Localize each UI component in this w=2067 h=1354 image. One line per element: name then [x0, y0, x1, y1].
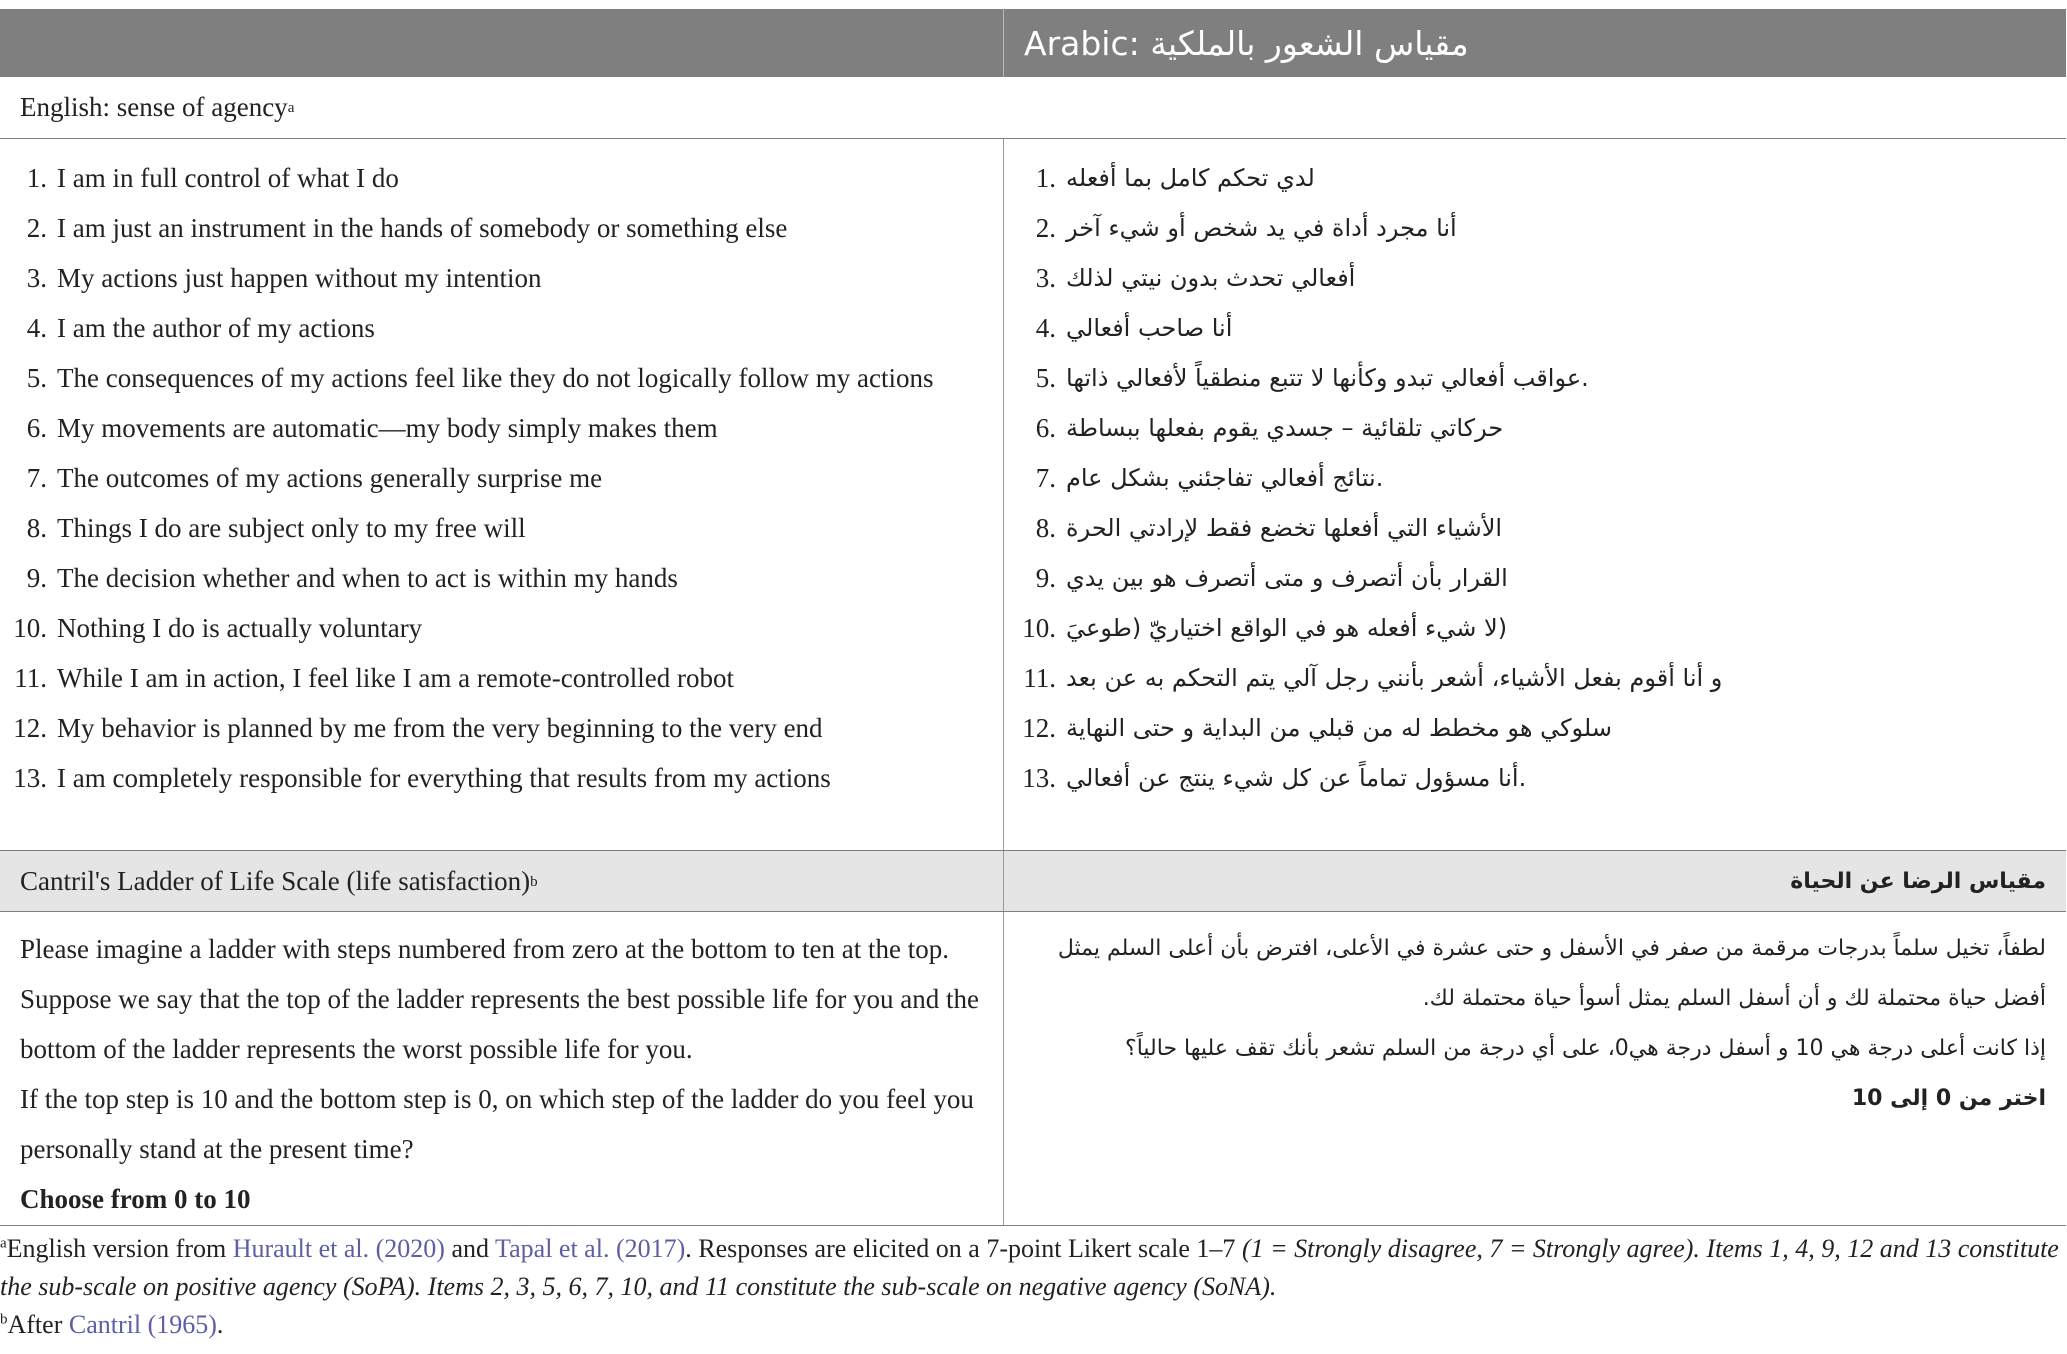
- item-number: 13.: [1022, 763, 1056, 793]
- item-text: و أنا أقوم بفعل الأشياء، أشعر بأنني رجل آلي يتم التحكم به عن بعد: [1066, 664, 1723, 692]
- english-item: [0, 653, 1000, 703]
- arabic-item: [1004, 703, 2064, 753]
- item-text: I am the author of my actions: [57, 313, 375, 343]
- item-number: 11.: [1023, 663, 1056, 693]
- item-number: 12.: [13, 713, 47, 743]
- item-number: 1.: [26, 163, 47, 193]
- cantril-heading-row: [0, 851, 2066, 912]
- cantril-english-heading: Cantril's Ladder of Life Scale (life satisfaction) b: [20, 866, 538, 896]
- item-text: (لا شيء أفعله هو في الواقع اختياريّ (طوعيَ: [1066, 614, 1508, 642]
- item-text: سلوكي هو مخطط له من قبلي من البداية و حتى النهاية: [1066, 714, 1612, 742]
- item-text: حركاتي تلقائية – جسدي يقوم بفعلها ببساطة: [1066, 414, 1504, 442]
- item-text: The consequences of my actions feel like they do not logically follow my actions: [57, 363, 934, 393]
- item-number: 11.: [14, 663, 47, 693]
- ref-link-cantril[interactable]: Cantril (1965): [68, 1310, 217, 1339]
- item-number: 9.: [26, 563, 47, 593]
- item-number: 5.: [26, 363, 47, 393]
- item-text: The outcomes of my actions generally surprise me: [57, 463, 603, 493]
- english-item: [0, 253, 1000, 303]
- cantril-arabic-text: [1024, 924, 2046, 1124]
- item-text: My actions just happen without my intention: [57, 263, 542, 293]
- item-number: 10.: [1022, 613, 1056, 643]
- cantril-body-row: [0, 912, 2066, 1226]
- arabic-item: [1004, 303, 2064, 353]
- item-number: 5.: [1035, 363, 1056, 393]
- arabic-item: [1004, 153, 2064, 203]
- item-number: 8.: [26, 513, 47, 543]
- agency-items-row: [0, 139, 2066, 851]
- cantril-english-text: [20, 924, 990, 1224]
- footnote-b: $^b$After Cantril (1965).: [0, 1310, 224, 1339]
- arabic-items-list: [1004, 153, 2064, 803]
- cantril-arabic-paragraph: لطفاً، تخيل سلماً بدرجات مرقمة من صفر في الأسفل و حتى عشرة في الأعلى، افترض بأن أعلى السلم يمثل أفضل حياة محتملة لك و أن أسفل السلم يمثل أسوأ حياة محتملة لك.: [1057, 936, 2046, 1011]
- item-text: My behavior is planned by me from the very beginning to the very end: [57, 713, 823, 743]
- item-text: Things I do are subject only to my free will: [57, 513, 526, 543]
- item-text: I am completely responsible for everything that results from my actions: [57, 763, 831, 793]
- sense-of-agency-label-row: English: sense of agency a: [0, 77, 2066, 139]
- arabic-item: [1004, 253, 2064, 303]
- item-text: القرار بأن أتصرف و متى أتصرف هو بين يدي: [1066, 564, 1508, 592]
- arabic-item: [1004, 753, 2064, 803]
- cantril-english-paragraph: Please imagine a ladder with steps numbered from zero at the bottom to ten at the top. Suppose we say that the top of the ladder represents the best possible life for you and the bottom of the ladder represents the worst possible life for you.: [20, 934, 980, 1064]
- item-text: .نتائج أفعالي تفاجئني بشكل عام: [1066, 464, 1384, 492]
- item-text: The decision whether and when to act is within my hands: [57, 563, 678, 593]
- cantril-arabic-choose: اختر من 0 إلى 10: [1851, 1086, 2046, 1111]
- ref-link-hurault[interactable]: Hurault et al. (2020): [232, 1234, 445, 1263]
- item-number: 8.: [1035, 513, 1056, 543]
- english-item: [0, 353, 1000, 403]
- item-number: 7.: [1035, 463, 1056, 493]
- english-item: [0, 753, 1000, 803]
- item-number: 4.: [26, 313, 47, 343]
- item-number: 12.: [1022, 713, 1056, 743]
- arabic-item: [1004, 553, 2064, 603]
- english-items-list: [0, 153, 1000, 803]
- arabic-item: [1004, 353, 2064, 403]
- item-text: While I am in action, I feel like I am a remote-controlled robot: [57, 663, 734, 693]
- arabic-item: [1004, 453, 2064, 503]
- english-item: [0, 403, 1000, 453]
- item-number: 3.: [1035, 263, 1056, 293]
- item-text: I am just an instrument in the hands of somebody or something else: [57, 213, 788, 243]
- item-text: أنا مجرد أداة في يد شخص أو شيء آخر: [1066, 214, 1457, 242]
- table-footnotes: [0, 1230, 2060, 1344]
- english-item: [0, 703, 1000, 753]
- item-number: 9.: [1035, 563, 1056, 593]
- item-number: 10.: [13, 613, 47, 643]
- arabic-item: [1004, 203, 2064, 253]
- arabic-column-heading: Arabic: مقياس الشعور بالملكية: [1024, 23, 1469, 63]
- footnote-a: $^a$English version from Hurault et al. (2020) and Tapal et al. (2017). Responses are elicited on a 7-point Likert scale 1–7 (1 = Strongly disagree, 7 = Strongly agree). Items 1, 4, 9, 12 and 13 constitute the sub-scale on positive agency (SoPA). Items 2, 3, 5, 6, 7, 10, and 11 constitute the sub-scale on negative agency (SoNA).: [0, 1234, 2059, 1301]
- item-number: 2.: [1035, 213, 1056, 243]
- column-divider: [1003, 912, 1004, 1225]
- cantril-arabic-heading: مقياس الرضا عن الحياة: [1790, 869, 2046, 894]
- arabic-item: [1004, 603, 2064, 653]
- english-item: [0, 603, 1000, 653]
- item-text: أفعالي تحدث بدون نيتي لذلك: [1066, 264, 1356, 292]
- item-text: Nothing I do is actually voluntary: [57, 613, 423, 643]
- item-text: My movements are automatic—my body simply makes them: [57, 413, 718, 443]
- item-number: 3.: [26, 263, 47, 293]
- item-number: 6.: [26, 413, 47, 443]
- cantril-english-choose: Choose from 0 to 10: [20, 1184, 251, 1214]
- english-item: [0, 303, 1000, 353]
- item-number: 6.: [1035, 413, 1056, 443]
- scale-table: [0, 9, 2066, 1226]
- cantril-arabic-question: إذا كانت أعلى درجة هي 10 و أسفل درجة هي0، على أي درجة من السلم تشعر بأنك تقف عليها حالياً؟: [1125, 1036, 2046, 1061]
- sense-of-agency-label: English: sense of agency: [20, 92, 288, 122]
- item-number: 4.: [1035, 313, 1056, 343]
- item-number: 13.: [13, 763, 47, 793]
- english-item: [0, 453, 1000, 503]
- item-text: .أنا مسؤول تماماً عن كل شيء ينتج عن أفعالي: [1066, 764, 1527, 792]
- item-number: 2.: [26, 213, 47, 243]
- item-text: .عواقب أفعالي تبدو وكأنها لا تتبع منطقياً لأفعالي ذاتها: [1066, 364, 1589, 392]
- english-item: [0, 153, 1000, 203]
- item-number: 7.: [26, 463, 47, 493]
- english-item: [0, 203, 1000, 253]
- item-text: I am in full control of what I do: [57, 163, 399, 193]
- item-text: لدي تحكم كامل بما أفعله: [1066, 164, 1315, 192]
- ref-link-tapal[interactable]: Tapal et al. (2017): [495, 1234, 686, 1263]
- english-item: [0, 503, 1000, 553]
- table-header-row: [0, 9, 2066, 77]
- cantril-english-question: If the top step is 10 and the bottom step is 0, on which step of the ladder do you feel you personally stand at the present time?: [20, 1084, 974, 1164]
- column-divider: [1003, 851, 1004, 911]
- item-text: الأشياء التي أفعلها تخضع فقط لإرادتي الحرة: [1066, 514, 1503, 542]
- arabic-item: [1004, 403, 2064, 453]
- arabic-item: [1004, 653, 2064, 703]
- item-number: 1.: [1035, 163, 1056, 193]
- item-text: أنا صاحب أفعالي: [1066, 314, 1233, 342]
- english-item: [0, 553, 1000, 603]
- arabic-item: [1004, 503, 2064, 553]
